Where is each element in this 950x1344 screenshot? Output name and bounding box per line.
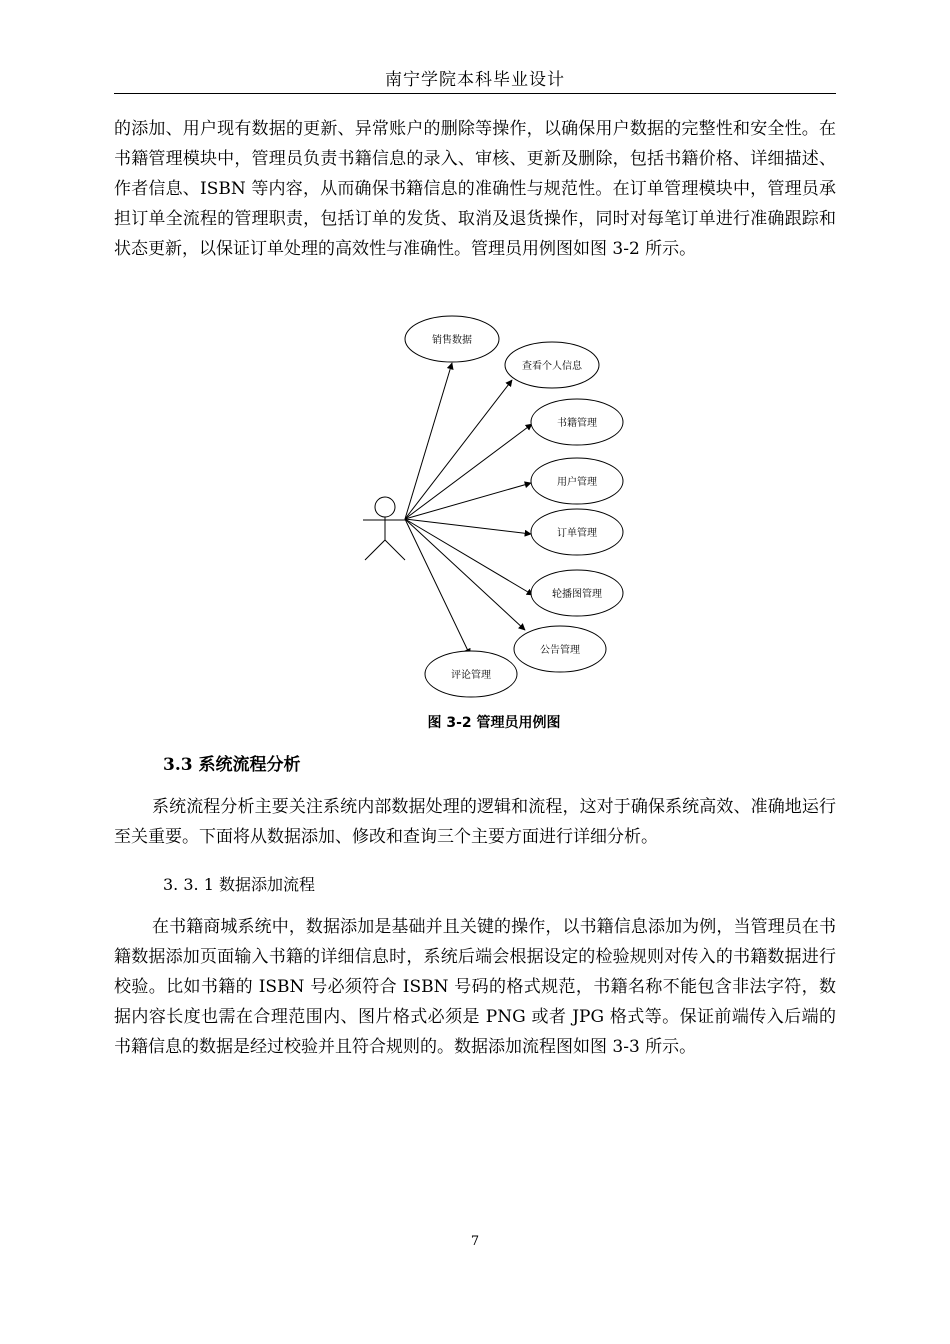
svg-text:轮播图管理: 轮播图管理 <box>552 589 602 600</box>
svg-text:订单管理: 订单管理 <box>557 528 597 539</box>
svg-text:评论管理: 评论管理 <box>451 670 491 681</box>
usecase-carousel-management <box>531 570 623 616</box>
paragraph-process-analysis: 系统流程分析主要关注系统内部数据处理的逻辑和流程，这对于确保系统高效、准确地运行至关重要。下面将从数据添加、修改和查询三个主要方面进行详细分析。 <box>114 797 836 847</box>
usecase-book-management <box>531 399 623 445</box>
header-divider <box>114 93 836 94</box>
section-heading: 3.3 系统流程分析 <box>163 755 301 775</box>
page-header-title: 南宁学院本科毕业设计 <box>385 70 565 90</box>
figure-caption: 图 3-2 管理员用例图 <box>427 715 561 731</box>
usecase-sales-data <box>405 316 499 362</box>
paragraph-data-add-flow: 在书籍商城系统中，数据添加是基础并且关键的操作，以书籍信息添加为例，当管理员在书籍数据添加页面输入书籍的详细信息时，系统后端会根据设定的检验规则对传入的书籍数据进行校验。比如书籍的 ISBN 号必须符合 ISBN 号码的格式规范，书籍名称不能包含非法字符，数据内容长度也需在合理范围内、图片格式必须是 PNG 或者 JPG 格式等。保证前端传入后端的书籍信息的数据是经过校验并且符合规则的。数据添加流程图如图 3-3 所示。 <box>114 917 836 1057</box>
usecase-announcement-management <box>514 626 606 672</box>
usecase-user-management <box>531 458 623 504</box>
svg-text:公告管理: 公告管理 <box>540 645 580 656</box>
actor-admin-figure <box>363 497 407 560</box>
subsection-heading: 3. 3. 1 数据添加流程 <box>163 875 315 894</box>
usecase-order-management <box>531 509 623 555</box>
association-arrows <box>405 363 533 655</box>
svg-text:销售数据: 销售数据 <box>432 335 472 346</box>
paragraph-admin-modules: 的添加、用户现有数据的更新、异常账户的删除等操作，以确保用户数据的完整性和安全性。在书籍管理模块中，管理员负责书籍信息的录入、审核、更新及删除，包括书籍价格、详细描述、作者信息、ISBN 等内容，从而确保书籍信息的准确性与规范性。在订单管理模块中，管理员承担订单全流程的管理职责，包括订单的发货、取消及退货操作，同时对每笔订单进行准确跟踪和状态更新，以保证订单处理的高效性与准确性。管理员用例图如图 3-2 所示。 <box>114 119 836 259</box>
admin-use-case-diagram <box>355 312 635 704</box>
usecase-comment-management <box>425 651 517 697</box>
usecase-view-profile <box>505 342 599 388</box>
svg-text:书籍管理: 书籍管理 <box>557 418 597 429</box>
svg-text:查看个人信息: 查看个人信息 <box>522 361 582 372</box>
svg-text:用户管理: 用户管理 <box>557 477 597 488</box>
page-number: 7 <box>470 1234 480 1249</box>
